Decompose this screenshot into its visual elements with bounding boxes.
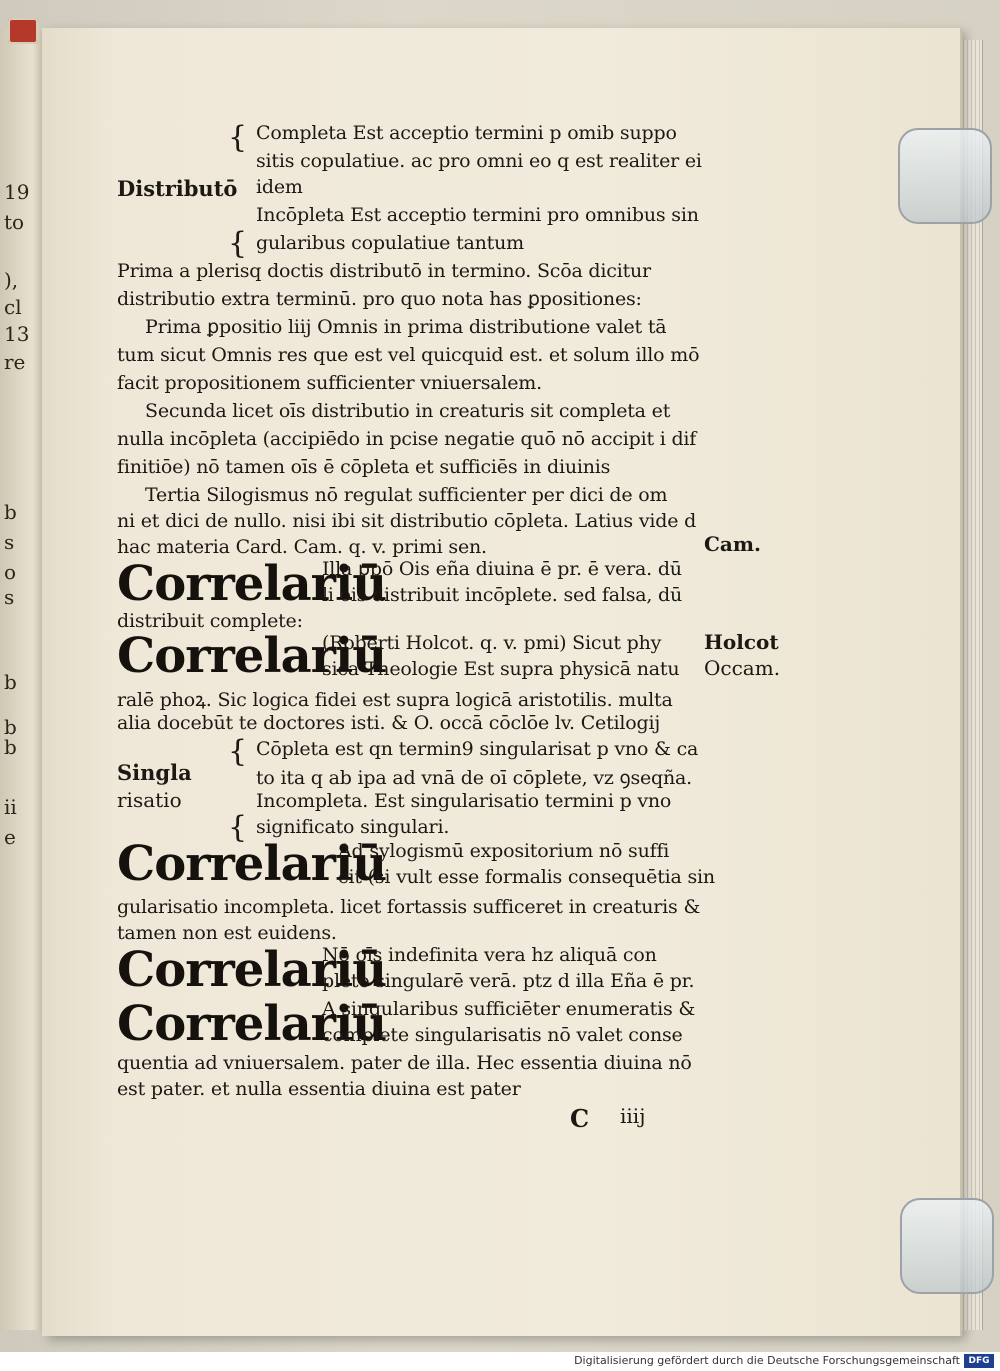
heading-correlarium: Correlariū xyxy=(117,836,387,892)
facing-page-edge xyxy=(0,30,48,1330)
signature-mark: C xyxy=(570,1104,590,1133)
facing-page-glyph: ii xyxy=(4,795,17,819)
text-line: finitiōe) nō tamen oīs ē cōpleta et sufficiēs in diuinis xyxy=(117,456,611,478)
text-line: Illa ꝑpō Ois eña diuina ē pr. ē vera. dū xyxy=(322,558,682,580)
text-line: cit (si vult esse formalis consequētia sin xyxy=(338,866,715,888)
text-line: sica Theologie Est supra physicā natu xyxy=(322,658,680,680)
text-line: Tertia Silogismus nō regulat sufficienter per dici de om xyxy=(145,484,668,506)
text-line: idem xyxy=(256,176,303,198)
facing-page-glyph: b xyxy=(4,735,17,759)
facing-page-glyph: re xyxy=(4,350,26,374)
text-line: to ita q ab ipa ad vnā de oī cōplete, vz ꝯseqña. xyxy=(256,767,693,789)
text-line: Ad sylogismū expositorium nō suffi xyxy=(338,840,670,862)
margin-note-holcot: Holcot xyxy=(704,630,779,654)
heading-correlarium: Correlariū xyxy=(117,628,387,684)
heading-singla: Singla xyxy=(117,760,192,785)
text-line: distributio extra terminū. pro quo nota has ꝑpositiones: xyxy=(117,288,642,310)
page-clip-top xyxy=(898,128,992,224)
margin-note-occam: Occam. xyxy=(704,656,781,680)
heading-correlarium: Correlariū xyxy=(117,556,387,612)
facing-page-glyph: cl xyxy=(4,295,22,319)
facing-page-glyph: ), xyxy=(4,268,19,292)
heading-correlarium: Correlariū xyxy=(117,942,387,998)
text-line: distribuit complete: xyxy=(117,610,303,632)
text-line: Cōpleta est qn termin9 singularisat p vno & ca xyxy=(256,738,699,760)
facing-page-glyph: b xyxy=(4,670,17,694)
brace-bottom: { xyxy=(228,810,248,845)
text-line: nulla incōpleta (accipiēdo in pcise negatie quō nō accipit i dif xyxy=(117,428,697,450)
margin-note-cam: Cam. xyxy=(704,532,762,556)
brace-top: { xyxy=(228,120,248,155)
text-line: plete singularē verā. ptz d illa Eña ē pr. xyxy=(322,970,695,992)
text-line: significato singulari. xyxy=(256,816,450,838)
text-line: Secunda licet oīs distributio in creaturis sit completa et xyxy=(145,400,671,422)
text-line: Completa Est acceptio termini p omib suppo xyxy=(256,122,677,144)
facing-page-glyph: 19 xyxy=(4,180,30,204)
facing-page-glyph: o xyxy=(4,560,17,584)
text-line: sitis copulatiue. ac pro omni eo q est realiter ei xyxy=(256,150,702,172)
text-line: (Roberti Holcot. q. v. pmi) Sicut phy xyxy=(322,632,662,654)
brace-top: { xyxy=(228,734,248,769)
text-line: Prima a plerisq doctis distributō in termino. Scōa dicitur xyxy=(117,260,651,282)
text-line: hac materia Card. Cam. q. v. primi sen. xyxy=(117,536,487,558)
text-line: tamen non est euidens. xyxy=(117,922,337,944)
text-line: Prima ꝑpositio liij Omnis in prima distributione valet tā xyxy=(145,316,667,338)
facing-page-glyph: e xyxy=(4,825,16,849)
text-line: ralē phoꝝ. Sic logica fidei est supra logicā aristotilis. multa xyxy=(117,689,673,711)
folio-number: iiij xyxy=(620,1104,646,1128)
facing-page-glyph: s xyxy=(4,585,15,609)
page-clip-bottom xyxy=(900,1198,994,1294)
text-line: li ois distribuit incōplete. sed falsa, dū xyxy=(322,584,683,606)
text-line: alia docebūt te doctores isti. & O. occā cōclōe lv. Cetilogij xyxy=(117,712,661,734)
facing-page-glyph: b xyxy=(4,715,17,739)
brace-bottom: { xyxy=(228,226,248,261)
text-line: facit propositionem sufficienter vniuersalem. xyxy=(117,372,542,394)
facing-page-glyph: s xyxy=(4,530,15,554)
heading-risatio: risatio xyxy=(117,788,182,812)
text-line: Nō oīs indefinita vera hz aliquā con xyxy=(322,944,657,966)
bookmark-ribbon xyxy=(8,18,38,44)
text-line: quentia ad vniuersalem. pater de illa. Hec essentia diuina nō xyxy=(117,1052,692,1074)
text-line: A singularibus sufficiēter enumeratis & xyxy=(322,998,696,1020)
text-line: tum sicut Omnis res que est vel quicquid est. et solum illo mō xyxy=(117,344,700,366)
text-line: est pater. et nulla essentia diuina est pater xyxy=(117,1078,521,1100)
heading-distributo: Distributō xyxy=(117,176,238,201)
heading-correlarium: Correlariū xyxy=(117,996,387,1052)
text-line: gularisatio incompleta. licet fortassis sufficeret in creaturis & xyxy=(117,896,701,918)
text-line: complete singularisatis nō valet conse xyxy=(322,1024,683,1046)
text-line: Incōpleta Est acceptio termini pro omnibus sin xyxy=(256,204,699,226)
text-line: ni et dici de nullo. nisi ibi sit distributio cōpleta. Latius vide d xyxy=(117,510,697,532)
dfg-logo: DFG xyxy=(964,1354,994,1368)
facing-page-glyph: to xyxy=(4,210,25,234)
facing-page-glyph: b xyxy=(4,500,17,524)
footer-credit: Digitalisierung gefördert durch die Deutsche Forschungsgemeinschaft xyxy=(574,1354,960,1367)
digitization-footer xyxy=(0,1352,1000,1371)
text-line: gularibus copulatiue tantum xyxy=(256,232,524,254)
facing-page-glyph: 13 xyxy=(4,322,30,346)
text-line: Incompleta. Est singularisatio termini p vno xyxy=(256,790,672,812)
